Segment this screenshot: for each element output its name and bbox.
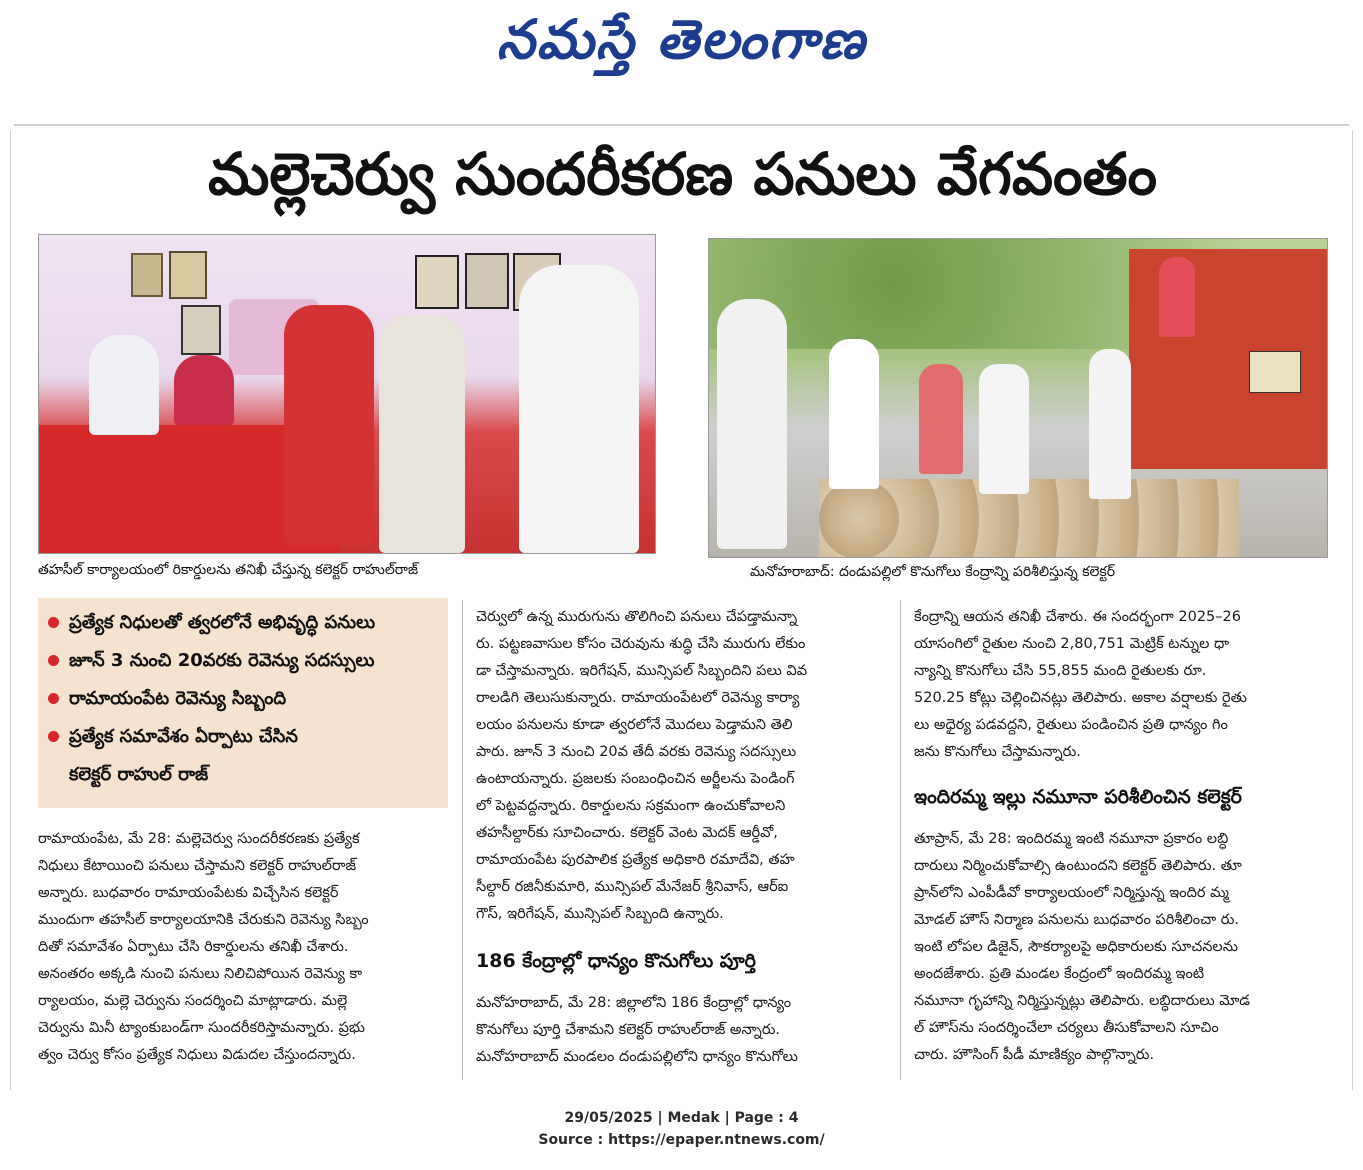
body-line: లు అధైర్య పడవద్దని, రైతులు పండించిన ప్రతి ధాన్యం గిం — [914, 717, 1228, 733]
divider — [1352, 130, 1353, 1090]
body-line: గౌస్, ఇరిగేషన్, మున్సిపల్ సిబ్బంది ఉన్నారు. — [476, 906, 724, 922]
column-divider — [462, 600, 463, 1080]
highlight-item: రామాయంపేట రెవెన్యు సిబ్బంది — [48, 680, 438, 718]
photo-grain-centre — [708, 238, 1328, 558]
body-line: అన్నారు. బుధవారం రామాయంపేటకు విచ్చేసిన కలెక్టర్ — [38, 885, 339, 901]
photo-caption: తహసీల్ కార్యాలయంలో రికార్డులను తనిఖీ చేస్తున్న కలెక్టర్ రాహుల్‌రాజ్ — [38, 562, 419, 578]
person — [829, 339, 879, 489]
highlight-item: కలెక్టర్ రాహుల్ రాజ్ — [69, 764, 209, 785]
body-line: ర్యాలయం, మల్లె చెర్వును సందర్శించి మాట్లాడారు. మల్లె — [38, 993, 348, 1009]
person — [717, 299, 787, 549]
body-line: ప్రాన్‌లోని ఎంపీడీవో కార్యాలయంలో నిర్మిస్తున్న ఇందిర మ్మ — [914, 885, 1229, 901]
footer-dateline: 29/05/2025 | Medak | Page : 4 — [564, 1110, 799, 1126]
divider — [10, 130, 11, 1090]
wall-portrait — [415, 255, 459, 309]
bullet-icon — [48, 655, 59, 666]
photo-office-inspection — [38, 234, 656, 554]
body-line: నిధులు కేటాయించి పనులు చేస్తామని కలెక్టర్ రాహుల్‌రాజ్ — [38, 858, 357, 874]
body-line: చెర్వులో ఉన్న మురుగును తొలిగించి పనులు చేపడ్తామన్నా — [476, 609, 798, 625]
wall-portrait — [131, 253, 163, 297]
bullet-icon — [48, 617, 59, 628]
bullet-icon — [48, 731, 59, 742]
highlight-item: ప్రత్యేక నిధులతో త్వరలోనే అభివృద్ధి పనులు — [48, 604, 438, 642]
person — [919, 364, 963, 474]
body-line: 520.25 కోట్లు చెల్లించినట్లు తెలిపారు. అకాల వర్షాలకు రైతు — [914, 690, 1247, 706]
body-line: చారు. హౌసింగ్ పీడీ మాణిక్యం పాల్గొన్నారు. — [914, 1047, 1155, 1063]
body-line: ముందుగా తహసీల్ కార్యాలయానికి చేరుకుని రెవెన్యు సిబ్బం — [38, 912, 369, 928]
body-line: ఇంటి లోపల డిజైన్, సౌకర్యాలపై అధికారులకు సూచనలను — [914, 939, 1238, 955]
article-column-2 — [476, 604, 888, 928]
body-line: తూప్రాన్, మే 28: ఇందిరమ్మ ఇంటి నమూనా ప్రకారం లబ్ధి — [914, 831, 1229, 847]
wall-portrait — [169, 251, 207, 299]
body-line: అనంతరం అక్కడి నుంచి పనులు నిలిచిపోయిన రెవెన్యు కా — [38, 966, 363, 982]
highlights-box — [38, 598, 448, 808]
person — [1159, 257, 1195, 337]
grain-sacks — [819, 479, 1239, 557]
body-line: మనోహరాబాద్ మండలం దండుపల్లిలోని ధాన్యం కొనుగోలు — [476, 1049, 798, 1065]
body-line: రాలడిగి తెలుసుకున్నారు. రామాయంపేటలో రెవెన్యు కార్యా — [476, 690, 800, 706]
article-column-1 — [38, 826, 450, 1069]
body-line: చెర్వును మినీ ట్యాంకుబండ్‌గా సుందరీకరిస్తామన్నారు. ప్రభు — [38, 1020, 365, 1036]
person — [379, 315, 465, 553]
body-line: దితో సమావేశం ఏర్పాటు చేసి రికార్డులను తనిఖీ చేశారు. — [38, 939, 349, 955]
body-line: ల్ హౌస్‌ను సందర్శించేలా చర్యలు తీసుకోవాలని సూచిం — [914, 1020, 1219, 1036]
body-line: లయం పనులను కూడా త్వరలోనే మొదలు పెడ్తామని తెలి — [476, 717, 793, 733]
body-line: రామాయంపేట పురపాలిక ప్రత్యేక అధికారి రమాదేవి, తహ — [476, 852, 795, 868]
body-line: మోడల్ హౌస్ నిర్మాణ పనులను బుధవారం పరిశీలించా రు. — [914, 912, 1239, 928]
body-line: మనోహరాబాద్, మే 28: జిల్లాలోని 186 కేంద్రాల్లో ధాన్యం — [476, 995, 792, 1011]
divider — [14, 124, 1349, 126]
highlight-item: ప్రత్యేక సమావేశం ఏర్పాటు చేసిన — [48, 718, 438, 756]
body-line: న్యాన్ని కొనుగోలు చేసి 55,855 మంది రైతులకు రూ. — [914, 663, 1207, 679]
body-line: కేంద్రాన్ని ఆయన తనిఖీ చేశారు. ఈ సందర్భంగా 2025–26 — [914, 609, 1241, 625]
article-headline: మల్లెచెర్వు సుందరీకరణ పనులు వేగవంతం — [207, 140, 1158, 208]
body-line: ఉంటాయన్నారు. ప్రజలకు సంబంధించిన అర్జీలను పెండింగ్ — [476, 771, 795, 787]
article-column-2b — [476, 990, 888, 1071]
truck-plate — [1249, 351, 1301, 393]
body-line: డా చేస్తామన్నారు. ఇరిగేషన్, మున్సిపల్ సిబ్బందిని పలు వివ — [476, 663, 808, 679]
highlight-item: జూన్ 3 నుంచి 20వరకు రెవెన్యు సదస్సులు — [48, 642, 438, 680]
footer-source-link[interactable]: Source : https://epaper.ntnews.com/ — [538, 1132, 825, 1148]
person — [174, 355, 234, 425]
person — [89, 335, 159, 435]
subheading-indiramma-house: ఇందిరమ్మ ఇల్లు నమూనా పరిశీలించిన కలెక్టర్ — [914, 786, 1242, 808]
subheading-grain-purchase: 186 కేంద్రాల్లో ధాన్యం కొనుగోలు పూర్తి — [476, 950, 756, 972]
person — [284, 305, 374, 545]
article-column-3 — [914, 604, 1328, 766]
body-line: లో పెట్టవద్దన్నారు. రికార్డులను సక్రమంగా ఉంచుకోవాలని — [476, 798, 786, 814]
column-divider — [900, 600, 901, 1080]
masthead-logo: నమస్తే తెలంగాణ — [496, 8, 867, 71]
body-line: కొనుగోలు పూర్తి చేశామని కలెక్టర్ రాహుల్‌రాజ్ అన్నారు. — [476, 1022, 781, 1038]
person — [979, 364, 1029, 494]
wall-portrait — [181, 305, 221, 355]
person — [1089, 349, 1131, 499]
body-line: దారులు నిర్మించుకోవాల్సి ఉంటుందని కలెక్టర్ తెలిపారు. తూ — [914, 858, 1242, 874]
article-column-3b — [914, 826, 1328, 1069]
person — [519, 265, 639, 553]
body-line: అందజేశారు. ప్రతి మండల కేంద్రంలో ఇందిరమ్మ ఇంటి — [914, 966, 1205, 982]
body-line: జను కొనుగోలు చేస్తామన్నారు. — [914, 744, 1081, 760]
body-line: తహసీల్దార్‌కు సూచించారు. కలెక్టర్ వెంట మెదక్ ఆర్డీవో, — [476, 825, 778, 841]
body-line: త్వం చెర్వు కోసం ప్రత్యేక నిధులు విడుదల చేస్తుందన్నారు. — [38, 1047, 356, 1063]
body-line: నమూనా గృహాన్ని నిర్మిస్తున్నట్లు తెలిపారు. లబ్ధిదారులు మోడ — [914, 993, 1250, 1009]
body-line: సీల్దార్ రజినీకుమారి, మున్సిపల్ మేనేజర్ శ్రీనివాస్, ఆర్ఐ — [476, 879, 789, 895]
body-line: పారు. జూన్ 3 నుంచి 20వ తేదీ వరకు రెవెన్యు సదస్సులు — [476, 744, 797, 760]
body-line: రు. పట్టణవాసుల కోసం చెరువును శుద్ధి చేసి మురుగు లేకుం — [476, 636, 806, 652]
body-line: రామాయంపేట, మే 28: మల్లెచెర్వు సుందరీకరణకు ప్రత్యేక — [38, 831, 360, 847]
bullet-icon — [48, 693, 59, 704]
body-line: యాసంగిలో రైతుల నుంచి 2,80,751 మెట్రిక్ టన్నుల ధా — [914, 636, 1230, 652]
photo-caption: మనోహరాబాద్: దండుపల్లిలో కొనుగోలు కేంద్రాన్ని పరిశీలిస్తున్న కలెక్టర్ — [750, 564, 1116, 580]
wall-portrait — [465, 253, 509, 309]
